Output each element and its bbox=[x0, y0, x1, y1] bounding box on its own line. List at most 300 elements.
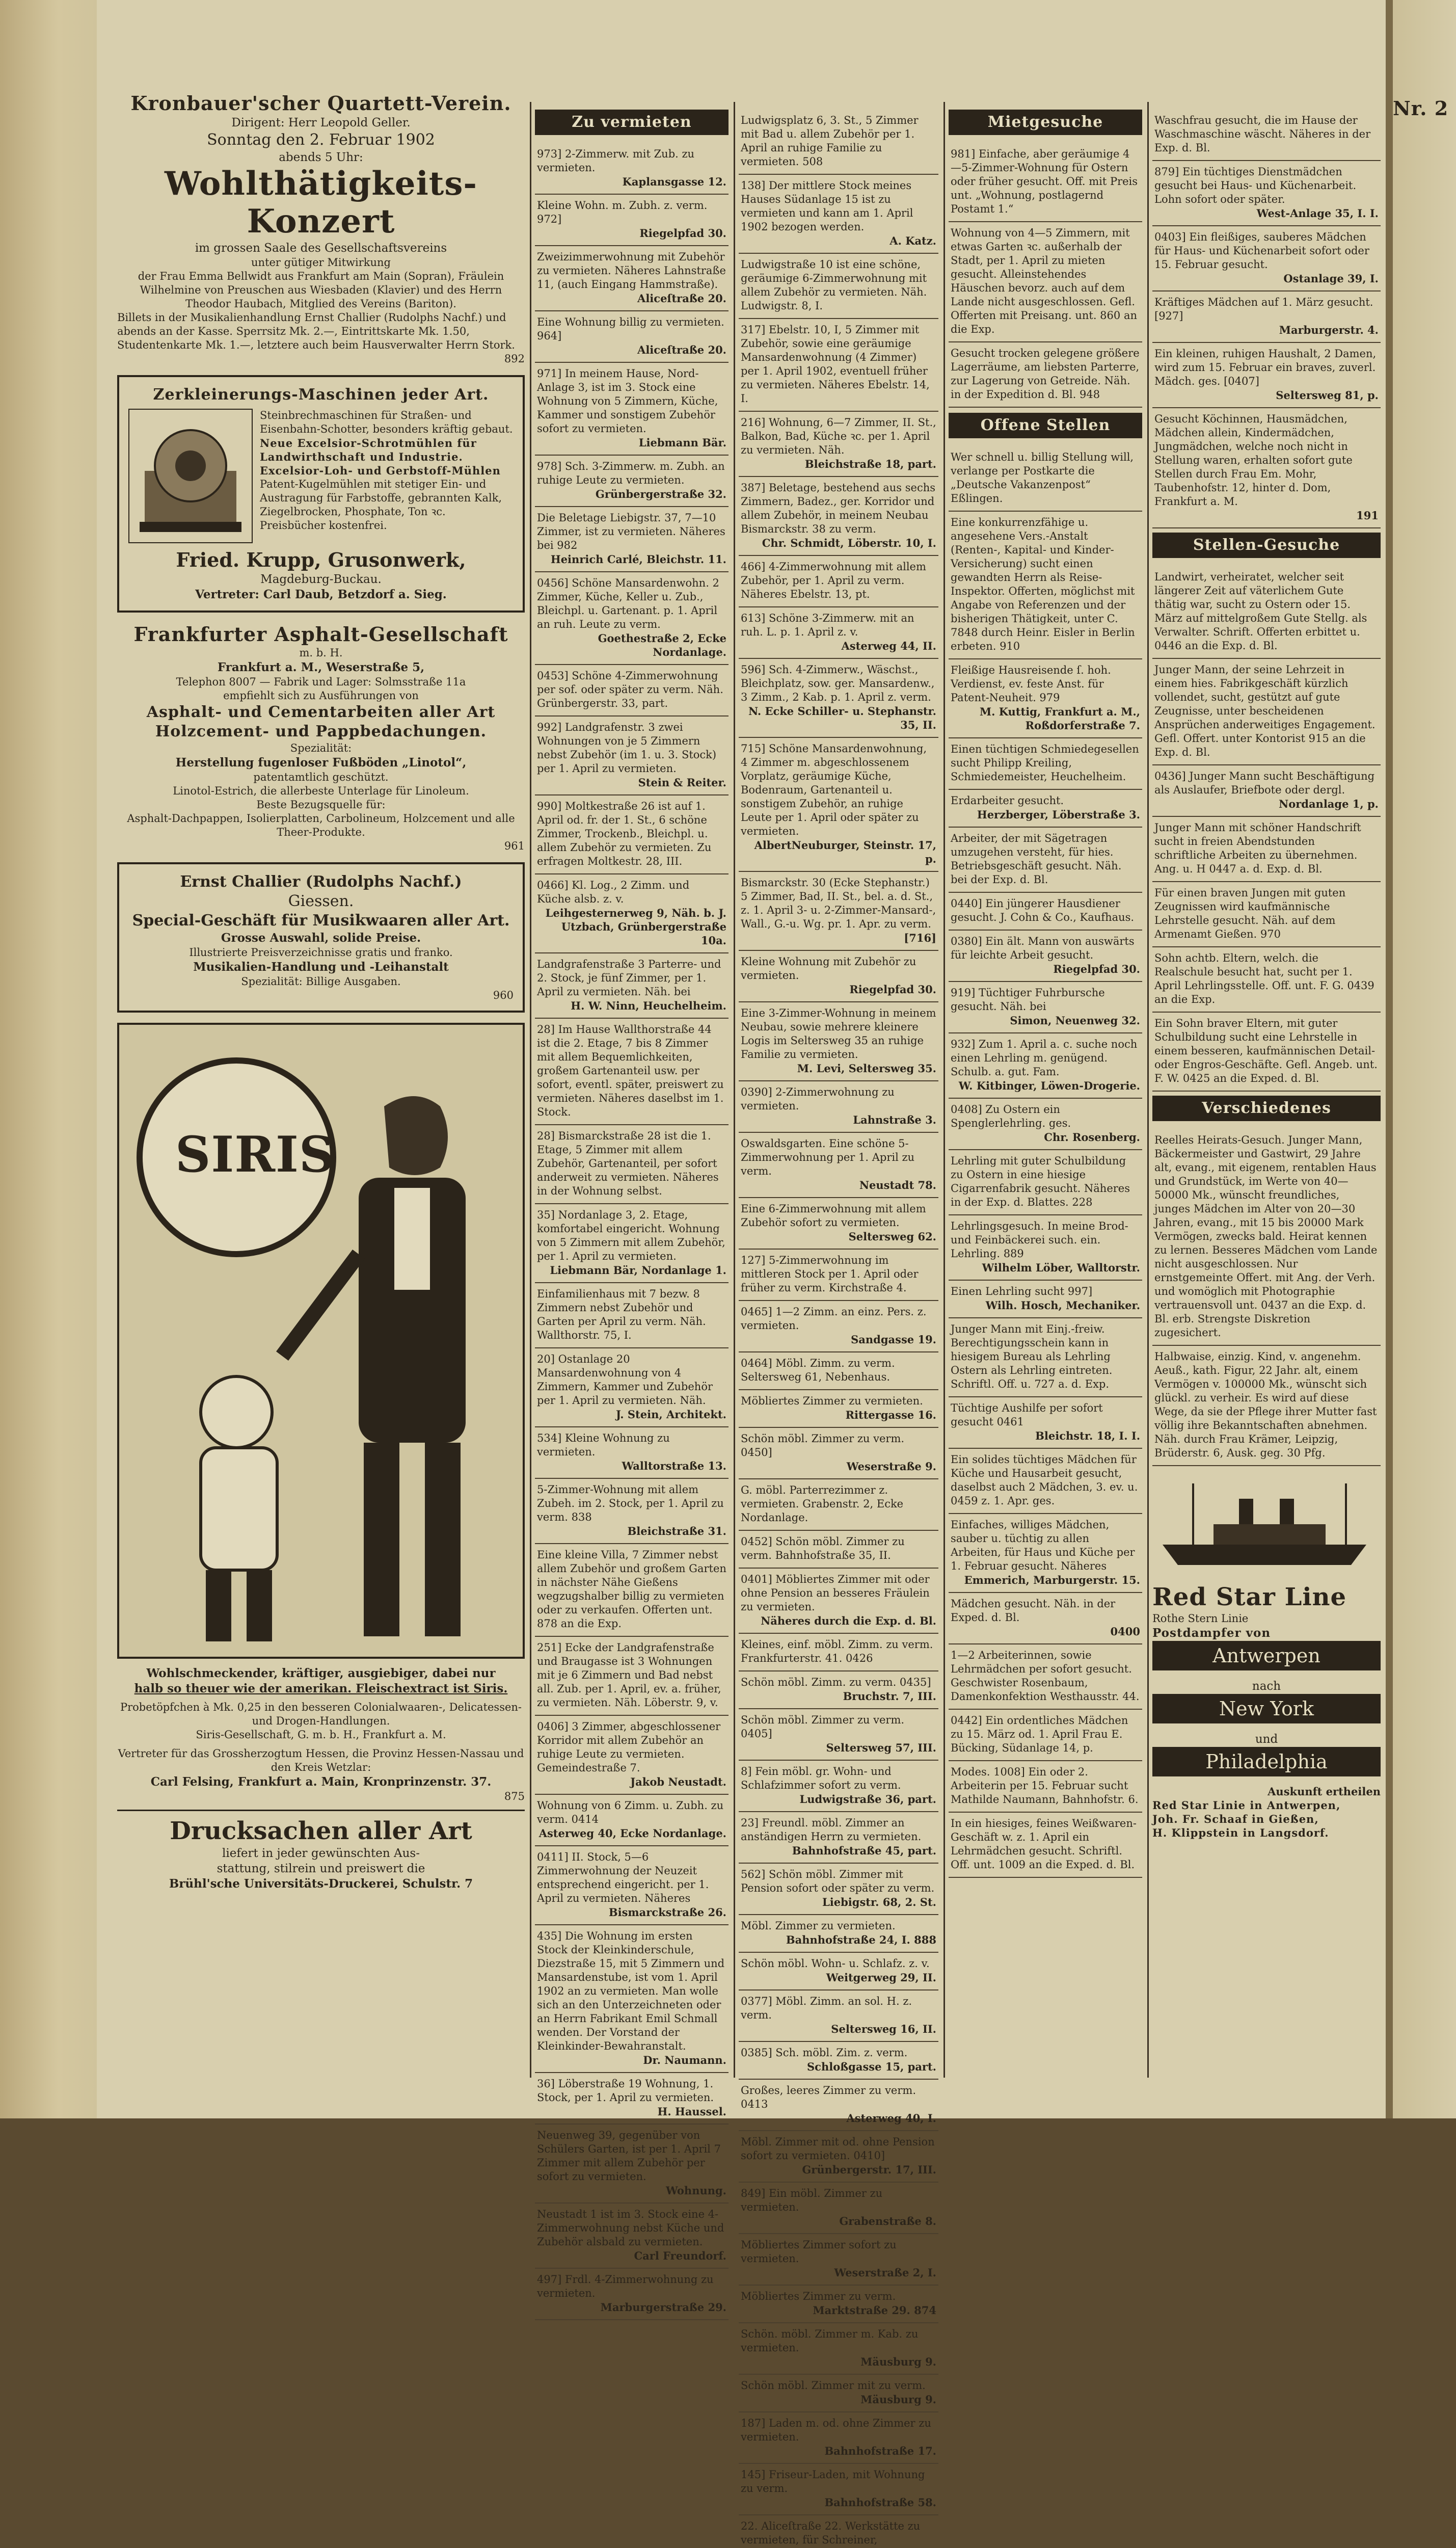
ad-contact: Asterweg 40, I. bbox=[846, 2112, 936, 2125]
classified-ad bbox=[1152, 1346, 1381, 1466]
ad-contact: Nordanlage 1, p. bbox=[1279, 798, 1379, 810]
classified-ad bbox=[739, 1428, 938, 1479]
ad-contact: Bismarckstraße 26. bbox=[608, 1906, 726, 1919]
right-page-edge bbox=[1386, 0, 1456, 2118]
col5-dienst-list bbox=[1152, 110, 1381, 528]
classified-ad bbox=[739, 951, 938, 1002]
ad-text: Ein Sohn braver Eltern, mit guter Schulbildung sucht eine Lehrstelle in einem besseren, kaufmännischen Detail- oder Engros-Geschäfte. Gefl. Angeb. unt. F. W. 0425 an die Exped. d. Bl. bbox=[1154, 1017, 1378, 1084]
ad-contact: Neustadt 78. bbox=[859, 1179, 936, 1191]
ad-contact: Grünbergerstraße 32. bbox=[595, 488, 726, 500]
ad-text: Wer schnell u. billig Stellung will, verlange per Postkarte die „Deutsche Vakanzenpost“ Eßlingen. bbox=[951, 451, 1134, 505]
ad-text: Eine konkurrenzfähige u. angesehene Vers.-Anstalt (Renten-, Kapital- und Kinder-Versicherung) sucht einen gewandten Herrn als Reise-Inspektor. Offerten, möglichst mit Angabe von Referenzen und der bisherigen Thätigkeit, unter C. 7848 durch Heinr. Eisler in Berlin erbeten. 910 bbox=[951, 516, 1135, 652]
ad-text: Kleines, einf. möbl. Zimm. zu verm. Frankfurterstr. 41. 0426 bbox=[741, 1638, 933, 1664]
classified-ad bbox=[949, 931, 1142, 982]
ad-text: Möbliertes Zimmer sofort zu vermieten. bbox=[741, 2239, 897, 2265]
classified-ad bbox=[535, 311, 729, 363]
classified-ad bbox=[535, 874, 729, 953]
redstar-l3: H. Klippstein in Langsdorf. bbox=[1152, 1826, 1329, 1839]
ad-text: Einfamilienhaus mit 7 bezw. 8 Zimmern nebst Zubehör und Garten per April zu verm. Näh. Wallthorstr. 75, I. bbox=[537, 1288, 706, 1341]
ad-text: Oswaldsgarten. Eine schöne 5-Zimmerwohnung per 1. April zu verm. bbox=[741, 1137, 915, 1177]
column-5 bbox=[1152, 110, 1381, 2088]
column-rule bbox=[530, 102, 531, 2078]
column-4 bbox=[949, 110, 1142, 2088]
challier-title: Ernst Challier (Rudolphs Nachf.) bbox=[180, 873, 462, 891]
classified-ad bbox=[739, 1864, 938, 1915]
classified-ad bbox=[949, 512, 1142, 659]
classified-ad bbox=[739, 2515, 938, 2548]
classified-ad bbox=[949, 982, 1142, 1033]
section-header-zu-vermieten: Zu vermieten bbox=[535, 110, 729, 135]
classified-ad bbox=[535, 2125, 729, 2204]
ad-text: 497] Frdl. 4-Zimmerwohnung zu vermieten. bbox=[537, 2273, 714, 2299]
siris-drawing bbox=[119, 1025, 523, 1653]
quartett-ad bbox=[117, 92, 525, 366]
ad-text: Junger Mann mit schöner Handschrift sucht in freien Abendstunden schriftliche Arbeiten zu übernehmen. Ang. u. H 0447 a. d. Exp. d. Bl. bbox=[1154, 821, 1361, 875]
redstar-und: und bbox=[1255, 1733, 1278, 1746]
ad-contact: Bleichstraße 18, part. bbox=[804, 458, 936, 470]
ad-text: 613] Schöne 3-Zimmerw. mit an ruh. L. p. 1. April z. v. bbox=[741, 612, 914, 638]
classified-ad bbox=[739, 2080, 938, 2131]
ad-text: 466] 4-Zimmerwohnung mit allem Zubehör, per 1. April zu verm. Näheres Ebelstr. 13, pt. bbox=[741, 561, 926, 600]
ad-contact: Wohnung. bbox=[666, 2184, 726, 2197]
ad-text: Eine 3-Zimmer-Wohnung in meinem Neubau, sowie mehrere kleinere Logis im Seltersweg 35 an ruhige Familie zu vermieten. bbox=[741, 1007, 936, 1060]
ad-text: Möbl. Zimmer mit od. ohne Pension sofort zu vermieten. 0410] bbox=[741, 2136, 935, 2162]
siris-illustration bbox=[117, 1023, 525, 1659]
ad-text: Einfaches, williges Mädchen, sauber u. tüchtig zu allen Arbeiten, für Haus und Küche per 1. Februar gesucht. Näheres bbox=[951, 1519, 1135, 1572]
ad-text: Großes, leeres Zimmer zu verm. 0413 bbox=[741, 2084, 916, 2110]
classified-ad bbox=[949, 659, 1142, 738]
ad-contact: Weserstraße 9. bbox=[846, 1460, 936, 1473]
ad-contact: Bahnhofstraße 58. bbox=[824, 2496, 936, 2509]
ad-contact: Weitgerweg 29, II. bbox=[826, 1971, 936, 1984]
col4-mietgesuche-list bbox=[949, 143, 1142, 408]
asphalt-spez: Spezialität: bbox=[290, 742, 352, 754]
classified-ad bbox=[535, 665, 729, 716]
classified-ad bbox=[949, 738, 1142, 790]
classified-ad bbox=[535, 1283, 729, 1348]
ad-text: 5-Zimmer-Wohnung mit allem Zubeh. im 2. Stock, per 1. April zu verm. 838 bbox=[537, 1483, 724, 1523]
classified-ad bbox=[739, 1953, 938, 1990]
classified-ad bbox=[535, 572, 729, 665]
ad-contact: Kaplansgasse 12. bbox=[622, 175, 726, 188]
classified-ad bbox=[739, 1634, 938, 1671]
ad-contact: Riegelpfad 30. bbox=[1053, 963, 1140, 975]
ad-text: Modes. 1008] Ein oder 2. Arbeiterin per 15. Februar sucht Mathilde Naumann, Bahnhofstr. 6. bbox=[951, 1766, 1139, 1806]
asphalt-empf: empfiehlt sich zu Ausführungen von bbox=[223, 689, 419, 702]
ad-text: Junger Mann mit Einj.-freiw. Berechtigungsschein kann in hiesigem Bureau als Lehrling Ostern als Lehrling eintreten. Schriftl. Off. u. 727 a. d. Exp. bbox=[951, 1323, 1113, 1390]
ad-text: 28] Im Hause Wallthorstraße 44 ist die 2. Etage, 7 bis 8 Zimmer mit allem Bequemlichkeiten, großem Gartenanteil usw. per sofort, eventl. später, preiswert zu vermieten. Näheres daselbst im 1. Stock. bbox=[537, 1023, 724, 1118]
classified-ad bbox=[949, 1761, 1142, 1813]
ad-contact: Bleichstr. 18, I. I. bbox=[1035, 1429, 1140, 1442]
ad-contact: 191 bbox=[1356, 509, 1379, 522]
ad-contact: Lahnstraße 3. bbox=[853, 1113, 936, 1126]
challier-city: Giessen. bbox=[288, 892, 354, 910]
ad-contact: Asterweg 44, II. bbox=[841, 640, 936, 652]
ad-text: Sohn achtb. Eltern, welch. die Realschule besucht hat, sucht per 1. April Lehrlingsstelle. Off. unt. F. G. 0439 an die Exp. bbox=[1154, 952, 1374, 1005]
ad-text: 0465] 1—2 Zimm. an einz. Pers. z. vermieten. bbox=[741, 1306, 927, 1332]
ad-text: 1—2 Arbeiterinnen, sowie Lehrmädchen per sofort gesucht. Geschwister Rosenbaum, Damenkonfektion Westhausstr. 44. bbox=[951, 1649, 1140, 1703]
ad-text: Möbliertes Zimmer zu vermieten. bbox=[741, 1395, 923, 1407]
classified-ad bbox=[739, 1198, 938, 1250]
siris-vertreter: Vertreter für das Grossherzogtum Hessen, die Provinz Hessen-Nassau und den Kreis Wetzlar: bbox=[118, 1747, 524, 1773]
column-2 bbox=[535, 110, 729, 2314]
asphalt-l5: Linotol-Estrich, die allerbeste Unterlage für Linoleum. bbox=[173, 785, 469, 797]
krupp-sub2: Neue Excelsior-Schrotmühlen für Landwirthschaft und Industrie. bbox=[260, 437, 477, 463]
redstar-logo: Red Star Line bbox=[1152, 1583, 1347, 1611]
classified-ad bbox=[739, 2042, 938, 2080]
ad-text: 251] Ecke der Landgrafenstraße und Braugasse ist 3 Wohnungen mit je 6 Zimmern und Bad nebst all. Zub. per 1. April, ev. a. früher, zu vermieten. Näh. Löberstr. 9, v. bbox=[537, 1641, 721, 1709]
classified-ad bbox=[535, 143, 729, 195]
asphalt-l1: Asphalt- und Cementarbeiten aller Art bbox=[146, 703, 496, 721]
ad-text: Junger Mann, der seine Lehrzeit in einem hies. Fabrikgeschäft kürzlich vollendet, sucht, gestützt auf gute Zeugnisse, unter bescheidenen Ansprüchen anderweitiges Engagement. Gefl. Offert. unter Kontorist 915 an die Exp. d. Bl. bbox=[1154, 663, 1376, 758]
quartett-time: abends 5 Uhr: bbox=[279, 151, 363, 164]
section-header-offene-stellen: Offene Stellen bbox=[949, 413, 1142, 438]
ad-contact: [716] bbox=[904, 932, 936, 944]
classified-ad bbox=[739, 2323, 938, 2375]
ad-contact: Walltorstraße 13. bbox=[622, 1459, 726, 1472]
ad-text: 435] Die Wohnung im ersten Stock der Kleinkinderschule, Diezstraße 15, mit 5 Zimmern und Mansardenstube, ist vom 1. April 1902 an zu vermieten. Man wolle sich an den Unterzeichneten oder an Herrn Fabrikant Emil Schmall wenden. Der Vorstand der Kleinkinder-Bewahranstalt. bbox=[537, 1930, 725, 2052]
classified-ad bbox=[739, 2131, 938, 2183]
ad-contact: Wilhelm Löber, Walltorstr. bbox=[982, 1261, 1140, 1274]
ad-contact: Ostanlage 39, I. bbox=[1283, 272, 1379, 285]
classified-ad bbox=[949, 1593, 1142, 1644]
redstar-philadelphia: Philadelphia bbox=[1152, 1747, 1381, 1776]
krupp-ad bbox=[117, 375, 525, 613]
ad-text: 990] Moltkestraße 26 ist auf 1. April od. fr. der 1. St., 6 schöne Zimmer, Trockenb., Bleichpl. u. allem Zubehör zu vermieten. Zu erfragen Moltkestr. 28, III. bbox=[537, 800, 712, 867]
classified-ad bbox=[739, 1531, 938, 1569]
ad-contact: Grabenstraße 8. bbox=[839, 2215, 936, 2227]
ad-text: Die Beletage Liebigstr. 37, 7—10 Zimmer, ist zu vermieten. Näheres bei 982 bbox=[537, 512, 725, 551]
ad-text: 0452] Schön möbl. Zimmer zu verm. Bahnhofstraße 35, II. bbox=[741, 1535, 905, 1561]
redstar-newyork: New York bbox=[1152, 1694, 1381, 1723]
classified-ad bbox=[535, 1204, 729, 1283]
classified-ad bbox=[739, 1390, 938, 1428]
section-header-mietgesuche: Mietgesuche bbox=[949, 110, 1142, 135]
classified-ad bbox=[949, 143, 1142, 222]
ad-contact: Liebigstr. 68, 2. St. bbox=[822, 1896, 936, 1908]
ad-text: 145] Friseur-Laden, mit Wohnung zu verm. bbox=[741, 2469, 925, 2494]
ad-contact: J. Stein, Architekt. bbox=[615, 1408, 726, 1421]
druck-l1: liefert in jeder gewünschten Aus- bbox=[222, 1847, 420, 1860]
ad-text: 187] Laden m. od. ohne Zimmer zu vermieten. bbox=[741, 2417, 931, 2443]
ad-text: 0377] Möbl. Zimm. an sol. H. z. verm. bbox=[741, 1995, 912, 2021]
redstar-ad bbox=[1152, 1582, 1381, 1840]
classified-ad bbox=[949, 1514, 1142, 1593]
ad-contact: Liebmann Bär, Nordanlage 1. bbox=[550, 1264, 726, 1277]
asphalt-mbh: m. b. H. bbox=[299, 647, 343, 659]
ad-text: Ludwigsplatz 6, 3. St., 5 Zimmer mit Bad u. allem Zubehör per 1. April an ruhige Familie zu vermieten. 508 bbox=[741, 114, 919, 168]
ad-contact: 0400 bbox=[1110, 1625, 1140, 1638]
col4-offene-stellen-list bbox=[949, 446, 1142, 1878]
ad-text: 971] In meinem Hause, Nord-Anlage 3, ist im 3. Stock eine Wohnung von 5 Zimmern, Küche, Kammer und sonstigem Zubehör sofort zu vermieten. bbox=[537, 367, 718, 435]
ad-text: 534] Kleine Wohnung zu vermieten. bbox=[537, 1432, 670, 1458]
classified-ad bbox=[1152, 110, 1381, 161]
ad-contact: Rittergasse 16. bbox=[845, 1409, 936, 1421]
classified-ad bbox=[739, 1002, 938, 1081]
ad-contact: M. Levi, Seltersweg 35. bbox=[797, 1062, 936, 1075]
classified-ad bbox=[949, 1813, 1142, 1878]
classified-ad bbox=[535, 507, 729, 572]
ad-text: 127] 5-Zimmerwohnung im mittleren Stock per 1. April oder früher zu verm. Kirchstraße 4. bbox=[741, 1254, 919, 1294]
classified-ad bbox=[739, 1671, 938, 1709]
asphalt-l4: patentamtlich geschützt. bbox=[253, 771, 389, 783]
classified-ad bbox=[535, 2073, 729, 2125]
ad-text: Landgrafenstraße 3 Parterre- und 2. Stock, je fünf Zimmer, per 1. April zu vermieten. Näh. bei bbox=[537, 958, 721, 998]
classified-ad bbox=[949, 790, 1142, 828]
ad-text: 35] Nordanlage 3, 2. Etage, komfortabel eingericht. Wohnung von 5 Zimmern mit allem Zubehör, per 1. April zu vermieten. bbox=[537, 1209, 725, 1262]
challier-l1: Special-Geschäft für Musikwaaren aller Art. bbox=[132, 912, 510, 930]
ad-text: Kräftiges Mädchen auf 1. März gesucht. [927] bbox=[1154, 296, 1373, 322]
quartett-mitwirkung: unter gütiger Mitwirkung bbox=[251, 256, 391, 269]
classified-ad bbox=[535, 1427, 729, 1479]
classified-ad bbox=[1152, 882, 1381, 947]
siris-number: 875 bbox=[504, 1790, 525, 1802]
ad-text: G. möbl. Parterrezimmer z. vermieten. Grabenstr. 2, Ecke Nordanlage. bbox=[741, 1484, 904, 1524]
krupp-sub4: Patent-Kugelmühlen mit stetiger Ein- und Austragung für Farbstoffe, gebrannten Kalk, Ziegelbrocken, Phosphate, Ton ꝛc. bbox=[260, 478, 502, 518]
ad-text: Kleine Wohnung mit Zubehör zu vermieten. bbox=[741, 956, 916, 981]
ad-text: Gesucht trocken gelegene größere Lagerräume, am liebsten Parterre, zur Lagerung von Getreide. Näh. in der Expedition d. Bl. 948 bbox=[951, 347, 1140, 401]
ad-text: Schön möbl. Zimmer mit zu verm. bbox=[741, 2379, 926, 2392]
classified-ad bbox=[739, 2234, 938, 2286]
krupp-sub3: Excelsior-Loh- und Gerbstoff-Mühlen bbox=[260, 464, 501, 477]
ad-text: 8] Fein möbl. gr. Wohn- und Schlafzimmer sofort zu verm. bbox=[741, 1765, 901, 1791]
ad-text: 0453] Schöne 4-Zimmerwohnung per sof. oder später zu verm. Näh. Grünbergerstr. 33, part. bbox=[537, 670, 723, 709]
classified-ad bbox=[535, 456, 729, 507]
classified-ad bbox=[739, 1479, 938, 1531]
druck-l3: Brühl'sche Universitäts-Druckerei, Schulstr. 7 bbox=[169, 1877, 473, 1891]
quartett-venue: im grossen Saale des Gesellschaftsvereins bbox=[195, 242, 447, 255]
ad-text: Einen tüchtigen Schmiedegesellen sucht Philipp Kreiling, Schmiedemeister, Heuchelheim. bbox=[951, 743, 1139, 783]
ad-text: 992] Landgrafenstr. 3 zwei Wohnungen von je 5 Zimmern nebst Zubehör (im 1. u. 3. Stock) per 1. April zu vermieten. bbox=[537, 721, 717, 775]
classified-ad bbox=[739, 1915, 938, 1953]
ad-contact: H. Haussel. bbox=[657, 2105, 726, 2118]
ad-text: Halbwaise, einzig. Kind, v. angenehm. Aeuß., kath. Figur, 22 Jahr. alt, einem Vermögen v. 100000 Mk., wünscht sich glückl. zu verheir. Es wird auf diese Wege, da sie der Pflege ihrer Mutter fast völlig ihre Bekanntschaften abnehmen. Näh. durch Frau Krämer, Leipzig, Brüderstr. 6, Ausk. geg. 30 Pfg. bbox=[1154, 1350, 1377, 1459]
ad-contact: Dr. Naumann. bbox=[643, 2054, 726, 2066]
redstar-l1: Red Star Linie in Antwerpen, bbox=[1152, 1799, 1341, 1812]
ad-text: 981] Einfache, aber geräumige 4—5-Zimmer-Wohnung für Ostern oder früher gesucht. Off. mit Preis unt. „Wohnung, postlagernd Postamt 1.“ bbox=[951, 148, 1138, 215]
ad-contact: Simon, Neuenweg 32. bbox=[1010, 1014, 1140, 1027]
quartett-title: Kronbauer'scher Quartett-Verein. bbox=[130, 92, 511, 115]
classified-ad bbox=[739, 659, 938, 738]
ad-contact: Carl Freundorf. bbox=[634, 2249, 726, 2262]
ad-text: Ludwigstraße 10 ist eine schöne, geräumige 6-Zimmerwohnung mit allem Zubehör zu vermieten. Näh. Ludwigstr. 8, I. bbox=[741, 258, 927, 312]
ad-text: Schön möbl. Zimmer zu verm. 0450] bbox=[741, 1432, 905, 1458]
redstar-auskunft: Auskunft ertheilen bbox=[1268, 1785, 1381, 1798]
mill-illustration bbox=[128, 409, 253, 543]
classified-ad bbox=[739, 2464, 938, 2515]
krupp-city: Magdeburg-Buckau. bbox=[260, 573, 382, 586]
asphalt-l6: Beste Bezugsquelle für: bbox=[256, 799, 386, 811]
ad-contact: Näheres durch die Exp. d. Bl. bbox=[761, 1614, 936, 1627]
classified-ad bbox=[949, 1644, 1142, 1710]
ad-text: Schön möbl. Zimmer zu verm. 0405] bbox=[741, 1714, 905, 1740]
ad-contact: Seltersweg 81, p. bbox=[1276, 389, 1379, 402]
ad-contact: Marburgerstr. 4. bbox=[1279, 324, 1379, 336]
ad-text: Eine 6-Zimmerwohnung mit allem Zubehör sofort zu vermieten. bbox=[741, 1203, 926, 1229]
classified-ad bbox=[949, 1449, 1142, 1514]
classified-ad bbox=[739, 2183, 938, 2234]
classified-ad bbox=[535, 953, 729, 1019]
druck-ad bbox=[117, 1810, 525, 1892]
classified-ad bbox=[1152, 817, 1381, 882]
ad-text: Möbl. Zimmer zu vermieten. bbox=[741, 1920, 896, 1932]
siris-probe: Probetöpfchen à Mk. 0,25 in den besseren Colonialwaaren-, Delicatessen- und Drogen-Handlungen. bbox=[120, 1701, 522, 1727]
ad-text: Neustadt 1 ist im 3. Stock eine 4-Zimmerwohnung nebst Küche und Zubehör alsbald zu vermieten. bbox=[537, 2208, 724, 2248]
ad-text: Lehrling mit guter Schulbildung zu Ostern in eine hiesige Cigarrenfabrik gesucht. Näheres in der Exp. d. Blattes. 228 bbox=[951, 1155, 1130, 1208]
ad-text: 317] Ebelstr. 10, I, 5 Zimmer mit Zubehör, sowie eine geräumige Mansardenwohnung (4 Zimmer) per 1. April 1902, eventuell früher zu vermieten. Näheres Ebelstr. 14, I. bbox=[741, 324, 930, 405]
col3-ad-list bbox=[739, 110, 938, 2548]
classified-ad bbox=[739, 254, 938, 319]
ad-contact: H. W. Ninn, Heuchelheim. bbox=[571, 999, 726, 1012]
redstar-l2: Joh. Fr. Schaaf in Gießen, bbox=[1152, 1813, 1319, 1825]
classified-ad bbox=[535, 1348, 729, 1427]
classified-ad bbox=[949, 1215, 1142, 1281]
ad-text: Lehrlingsgesuch. In meine Brod- und Feinbäckerei such. ein. Lehrling. 889 bbox=[951, 1220, 1128, 1260]
krupp-sub1: Steinbrechmaschinen für Straßen- und Eisenbahn-Schotter, besonders kräftig gebaut. bbox=[260, 409, 513, 435]
section-header-verschiedenes: Verschiedenes bbox=[1152, 1096, 1381, 1121]
ad-text: Gesucht Köchinnen, Hausmädchen, Mädchen allein, Kindermädchen, Jungmädchen, welche noch nicht in Stellung waren, erhalten sofort gute Stellen durch Frau Em. Mohr, Taubenhofstr. 12, hinter d. Dom, Frankfurt a. M. bbox=[1154, 413, 1353, 508]
classified-ad bbox=[739, 872, 938, 951]
challier-l2: Grosse Auswahl, solide Preise. bbox=[221, 931, 421, 945]
classified-ad bbox=[535, 363, 729, 456]
classified-ad bbox=[739, 2286, 938, 2323]
left-page-edge bbox=[0, 0, 97, 2118]
col2-ad-list bbox=[535, 143, 729, 2320]
ad-text: Schön möbl. Zimm. zu verm. 0435] bbox=[741, 1676, 931, 1688]
classified-ad bbox=[739, 175, 938, 254]
ad-text: Ein kleinen, ruhigen Haushalt, 2 Damen, wird zum 15. Februar ein braves, zuverl. Mädch. ges. [0407] bbox=[1154, 348, 1377, 387]
classified-ad bbox=[1152, 947, 1381, 1013]
krupp-title: Zerkleinerungs-Maschinen jeder Art. bbox=[153, 386, 489, 404]
ad-contact: Seltersweg 62. bbox=[848, 1230, 936, 1243]
ad-contact: Mäusburg 9. bbox=[860, 2355, 936, 2368]
asphalt-number: 961 bbox=[504, 840, 525, 852]
classified-ad bbox=[739, 556, 938, 607]
classified-ad bbox=[949, 446, 1142, 512]
ad-contact: Bahnhofstraße 24, I. 888 bbox=[786, 1933, 936, 1946]
ad-text: 0442] Ein ordentliches Mädchen zu 15. März od. 1. April Frau E. Bücking, Südanlage 14, p. bbox=[951, 1714, 1128, 1754]
ad-contact: A. Katz. bbox=[889, 234, 936, 247]
classified-ad bbox=[949, 222, 1142, 342]
classified-ad bbox=[739, 607, 938, 659]
siris-felsing: Carl Felsing, Frankfurt a. Main, Kronprinzenstr. 37. bbox=[150, 1775, 492, 1789]
ad-contact: Aliceſtraße 20. bbox=[637, 292, 726, 305]
ad-contact: Asterweg 40, Ecke Nordanlage. bbox=[538, 1827, 726, 1840]
ad-text: 36] Löberstraße 19 Wohnung, 1. Stock, per 1. April zu vermieten. bbox=[537, 2078, 714, 2104]
classified-ad bbox=[535, 1019, 729, 1125]
ad-text: Mädchen gesucht. Näh. in der Exped. d. Bl. bbox=[951, 1598, 1116, 1624]
ad-text: Für einen braven Jungen mit guten Zeugnissen wird kaufmännische Lehrstelle gesucht. Näh. auf dem Armenamt Gießen. 970 bbox=[1154, 887, 1346, 940]
ad-text: Reelles Heirats-Gesuch. Junger Mann, Bäckermeister und Gastwirt, 29 Jahre alt, evang., mit eigenem, rentablen Haus und Grundstück, im Werte von 40—50000 Mk., wünscht freundliches, junges Mädchen im Alter von 20—30 Jahren, evang., mit 15 bis 20000 Mark Vermögen, zwecks bald. Heirat kennen zu lernen. Besseres Mädchen vom Lande nicht ausgeschlossen. Nur ernstgemeinte Offert. mit Ang. der Verh. und womöglich mit Photographie vertrauensvoll unt. 0437 an die Exp. d. Bl. erb. Strengste Diskretion zugesichert. bbox=[1154, 1134, 1378, 1339]
ad-text: 0385] Sch. möbl. Zim. z. verm. bbox=[741, 2047, 908, 2059]
classified-ad bbox=[535, 1637, 729, 1716]
ad-text: Möbliertes Zimmer zu verm. bbox=[741, 2290, 896, 2302]
classified-ad bbox=[739, 1709, 938, 1761]
classified-ad bbox=[535, 1846, 729, 1925]
classified-ad bbox=[535, 246, 729, 311]
ad-text: 879] Ein tüchtiges Dienstmädchen gesucht bei Haus- und Küchenarbeit. Lohn sofort oder später. bbox=[1154, 166, 1357, 205]
ad-text: Waschfrau gesucht, die im Hause der Waschmaschine wäscht. Näheres in der Exp. d. Bl. bbox=[1154, 114, 1371, 154]
ad-text: 0401] Möbliertes Zimmer mit oder ohne Pension an besseres Fräulein zu vermieten. bbox=[741, 1573, 930, 1613]
classified-ad bbox=[739, 1569, 938, 1634]
ad-contact: M. Kuttig, Frankfurt a. M., Roßdorferstraße 7. bbox=[979, 705, 1140, 732]
ad-text: Erdarbeiter gesucht. bbox=[951, 794, 1064, 807]
ad-contact: Chr. Schmidt, Löberstr. 10, I. bbox=[762, 537, 936, 549]
classified-ad bbox=[949, 1150, 1142, 1215]
ad-text: Zweizimmerwohnung mit Zubehör zu vermieten. Näheres Lahnstraße 11, (auch Eingang Hammstraße). bbox=[537, 251, 726, 290]
challier-l3: Illustrierte Preisverzeichnisse gratis und franko. bbox=[189, 946, 453, 959]
classified-ad bbox=[949, 1099, 1142, 1150]
classified-ad bbox=[739, 738, 938, 872]
ad-text: 23] Freundl. möbl. Zimmer an anständigen Herrn zu vermieten. bbox=[741, 1817, 922, 1843]
krupp-preis: Preisbücher kostenfrei. bbox=[260, 519, 387, 532]
quartett-billets: Billets in der Musikalienhandlung Ernst Challier (Rudolphs Nachf.) und abends an der Kasse. Sperrsitz Mk. 2.—, Eintrittskarte Mk. 1.50, Studentenkarte Mk. 1.—, letztere auch beim Hausverwalter Herrn Stork. bbox=[117, 311, 515, 351]
column-3 bbox=[739, 110, 938, 2546]
ad-text: Neuenweg 39, gegenüber von Schülers Garten, ist per 1. April 7 Zimmer mit allem Zubehör per sofort zu vermieten. bbox=[537, 2129, 721, 2183]
redstar-post: Postdampfer von bbox=[1152, 1626, 1271, 1640]
classified-ad bbox=[739, 477, 938, 556]
ad-contact: West-Anlage 35, I. I. bbox=[1256, 207, 1379, 220]
redstar-antwerpen: Antwerpen bbox=[1152, 1641, 1381, 1670]
ad-text: Schön. möbl. Zimmer m. Kab. zu vermieten. bbox=[741, 2328, 919, 2354]
ad-text: Eine kleine Villa, 7 Zimmer nebst allem Zubehör und großem Garten in nächster Nähe Gießens wegzugshalber billig zu vermieten oder zu verkaufen. Offerten unt. 878 an die Exp. bbox=[537, 1549, 726, 1630]
ad-text: Kleine Wohn. m. Zubh. z. verm. 972] bbox=[537, 199, 708, 225]
asphalt-l3: Herstellung fugenloser Fußböden „Linotol“, bbox=[175, 756, 467, 769]
binding-shadow bbox=[1386, 0, 1393, 2118]
ad-contact: Bruchstr. 7, III. bbox=[843, 1690, 936, 1703]
ad-contact: Ludwigstraße 36, part. bbox=[799, 1793, 936, 1806]
quartett-artists: der Frau Emma Bellwidt aus Frankfurt am Main (Sopran), Fräulein Wilhelmine von Preuschen aus Wiesbaden (Klavier) und des Herrn Theodor Haubach, Mitglied des Vereins (Bariton). bbox=[138, 270, 504, 310]
ad-text: Schön möbl. Wohn- u. Schlafz. z. v. bbox=[741, 1957, 930, 1970]
col5-stellen-gesuche-list bbox=[1152, 566, 1381, 1092]
ad-contact: Bahnhofstraße 45, part. bbox=[792, 1844, 936, 1857]
classified-ad bbox=[949, 342, 1142, 408]
ad-text: 0440] Ein jüngerer Hausdiener gesucht. J. Cohn & Co., Kaufhaus. bbox=[951, 897, 1135, 923]
ad-text: 562] Schön möbl. Zimmer mit Pension sofort oder später zu verm. bbox=[741, 1868, 935, 1894]
ad-contact: AlbertNeuburger, Steinstr. 17, p. bbox=[754, 839, 936, 865]
ad-contact: Riegelpfad 30. bbox=[639, 227, 726, 240]
ad-contact: Riegelpfad 30. bbox=[849, 983, 936, 996]
asphalt-tel: Telephon 8007 — Fabrik und Lager: Solmsstraße 11a bbox=[176, 676, 466, 688]
ad-contact: Marburgerstraße 29. bbox=[600, 2301, 726, 2314]
classified-ad bbox=[949, 1033, 1142, 1099]
druck-title: Drucksachen aller Art bbox=[170, 1817, 472, 1845]
ad-text: 216] Wohnung, 6—7 Zimmer, II. St., Balkon, Bad, Küche ꝛc. per 1. April zu vermieten. Näh. bbox=[741, 416, 936, 456]
steamship-illustration bbox=[1152, 1473, 1381, 1575]
redstar-nach: nach bbox=[1252, 1680, 1281, 1693]
siris-line2: halb so theuer wie der amerikan. Fleischextract ist Siris. bbox=[134, 1682, 508, 1695]
siris-line1: Wohlschmeckender, kräftiger, ausgiebiger, dabei nur bbox=[146, 1666, 496, 1680]
ad-text: 0466] Kl. Log., 2 Zimm. und Küche alsb. z. v. bbox=[537, 879, 690, 905]
ad-text: 28] Bismarckstraße 28 ist die 1. Etage, 5 Zimmer mit allem Zubehör, Gartenanteil, per sofort anderweit zu vermieten. Näheres in der Wohnung selbst. bbox=[537, 1130, 719, 1197]
ad-contact: Mäusburg 9. bbox=[860, 2393, 936, 2406]
ad-contact: Grünbergerstr. 17, III. bbox=[802, 2163, 936, 2176]
classified-ad bbox=[739, 412, 938, 477]
ad-text: 715] Schöne Mansardenwohnung, 4 Zimmer m. abgeschlossenem Vorplatz, geräumige Küche, Bodenraum, Gartenanteil u. sonstigem Zubehör, an ruhige Leute per 1. April oder später zu vermieten. bbox=[741, 742, 927, 837]
section-header-stellen-gesuche: Stellen-Gesuche bbox=[1152, 533, 1381, 558]
classified-ad bbox=[535, 716, 729, 795]
ad-text: 919] Tüchtiger Fuhrbursche gesucht. Näh. bei bbox=[951, 987, 1105, 1013]
quartett-number: 892 bbox=[504, 353, 525, 365]
ad-text: 0380] Ein ält. Mann von auswärts für leichte Arbeit gesucht. bbox=[951, 935, 1135, 961]
ad-text: Eine Wohnung billig zu vermieten. 964] bbox=[537, 316, 724, 342]
classified-ad bbox=[739, 2412, 938, 2464]
classified-ad bbox=[739, 1133, 938, 1198]
ad-contact: Liebmann Bär. bbox=[638, 436, 726, 449]
ad-contact: Chr. Rosenberg. bbox=[1044, 1131, 1140, 1144]
quartett-konzert: Wohlthätigkeits-Konzert bbox=[165, 165, 477, 241]
classified-ad bbox=[1152, 659, 1381, 765]
